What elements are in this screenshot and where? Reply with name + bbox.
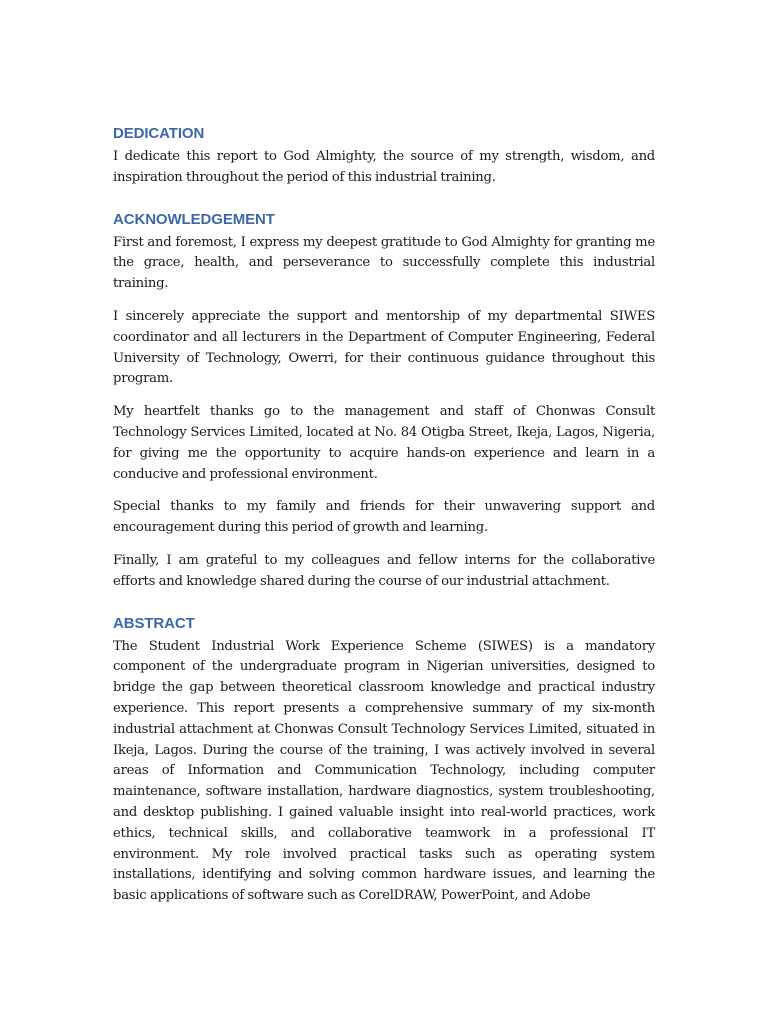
acknowledgement-paragraph: Finally, I am grateful to my colleagues and fellow interns for the collaborative efforts and knowledge shared during the course of our industrial attachment.	[113, 552, 655, 589]
acknowledgement-paragraph: First and foremost, I express my deepest gratitude to God Almighty for granting me the grace, health, and perseverance to successfully complete this industrial training.	[113, 234, 655, 292]
document-page	[113, 124, 655, 928]
abstract-heading: ABSTRACT	[113, 614, 195, 632]
dedication-heading: DEDICATION	[113, 125, 205, 142]
dedication-paragraph: I dedicate this report to God Almighty, the source of my strength, wisdom, and inspiration throughout the period of this industrial training.	[113, 149, 655, 185]
acknowledgement-paragraph: My heartfelt thanks go to the management and staff of Chonwas Consult Technology Services Limited, located at No. 84 Otigba Street, Ikeja, Lagos, Nigeria, for giving me the opportunity to acquire hands-on experience and learn in a conducive and professional environment.	[113, 404, 655, 482]
acknowledgement-paragraph: I sincerely appreciate the support and mentorship of my departmental SIWES coordinator and all lecturers in the Department of Computer Engineering, Federal University of Technology, Owerri, for their continuous guidance throughout this program.	[113, 308, 655, 387]
abstract-section	[113, 614, 655, 907]
abstract-paragraph: The Student Industrial Work Experience Scheme (SIWES) is a mandatory component of the undergraduate program in Nigerian universities, designed to bridge the gap between theoretical classroom knowledge and practical industry experience. This report presents a comprehensive summary of my six-month industrial attachment at Chonwas Consult Technology Services Limited, situated in Ikeja, Lagos. During the course of the training, I was actively involved in several areas of Information and Communication Technology, including computer maintenance, software installation, hardware diagnostics, system troubleshooting, and desktop publishing. I gained valuable insight into real-world practices, work ethics, technical skills, and collaborative teamwork in a professional IT environment. My role involved practical tasks such as operating system installations, identifying and solving common hardware issues, and learning the basic applications of software such as CorelDRAW, PowerPoint, and Adobe	[113, 638, 655, 904]
acknowledgement-paragraph: Special thanks to my family and friends for their unwavering support and encouragement during this period of growth and learning.	[113, 499, 655, 536]
acknowledgement-section	[113, 210, 655, 593]
dedication-section	[113, 124, 655, 189]
acknowledgement-heading: ACKNOWLEDGEMENT	[113, 210, 275, 228]
